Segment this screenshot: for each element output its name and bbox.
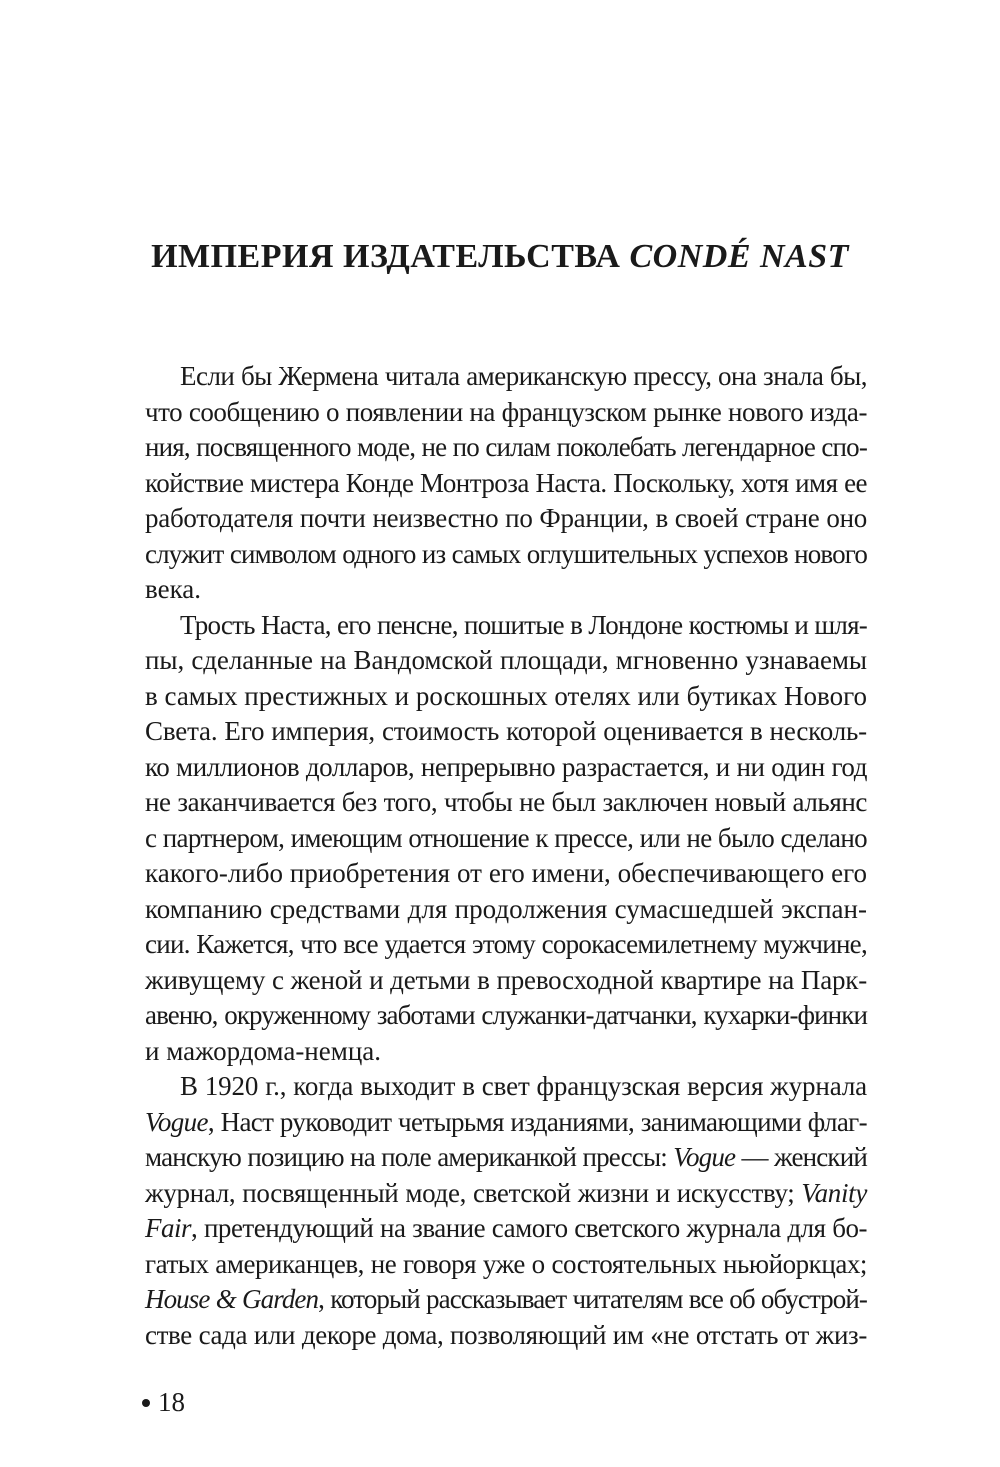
text-line: сии. Кажется, что все удается этому сорокасемилетнему мужчине, <box>145 929 867 959</box>
italic-title: Vogue <box>673 1142 736 1172</box>
italic-title: House & Garden <box>145 1284 319 1314</box>
text-fragment: , претендующий на звание самого светского журнала для бо- <box>191 1213 867 1243</box>
text-fragment: манскую позицию на поле американкой прессы: <box>145 1142 674 1172</box>
text-line <box>145 1140 867 1176</box>
text-line <box>145 1105 867 1141</box>
text-line: что сообщению о появлении на французском рынке нового изда- <box>145 396 867 427</box>
text-line: гатых американцев, не говоря уже о состоятельных ньюйоркцах; <box>145 1248 867 1279</box>
text-line: служит символом одного из самых оглушительных успехов нового <box>145 538 867 569</box>
text-line: в самых престижных и роскошных отелях или бутиках Нового <box>145 680 867 711</box>
text-line: Если бы Жермена читала американскую прессу, она знала бы, <box>180 361 867 391</box>
italic-title: Fair <box>145 1213 192 1243</box>
text-line: стве сада или декоре дома, позволяющий им «не отстать от жиз- <box>145 1319 867 1350</box>
text-line: работодателя почти неизвестно по Франции, в своей стране оно <box>145 503 867 533</box>
text-fragment: — женский <box>735 1142 867 1172</box>
page-number: 18 <box>158 1387 185 1417</box>
chapter-title <box>0 238 1000 276</box>
text-line: не заканчивается без того, чтобы не был заключен новый альянс <box>145 787 867 817</box>
text-line <box>145 1211 867 1247</box>
text-line: и мажордома-немца. <box>145 1035 382 1066</box>
text-line: В 1920 г., когда выходит в свет французская версия журнала <box>180 1071 867 1101</box>
text-line: живущему с женой и детьми в превосходной квартире на Парк- <box>145 964 867 995</box>
text-line: пы, сделанные на Вандомской площади, мгновенно узнаваемы <box>145 645 867 675</box>
text-fragment: , Наст руководит четырьмя изданиями, занимающими флаг- <box>207 1106 867 1137</box>
italic-title: Vogue <box>145 1106 208 1137</box>
chapter-title-prefix: ИМПЕРИЯ ИЗДАТЕЛЬСТВА <box>151 238 630 275</box>
text-line: Света. Его империя, стоимость которой оценивается в несколь- <box>145 716 867 746</box>
text-line: ния, посвященного моде, не по силам поколебать легендарное спо- <box>145 432 867 462</box>
italic-title: Vanity <box>801 1177 867 1208</box>
text-line: с партнером, имеющим отношение к прессе, или не было сделано <box>145 822 867 853</box>
text-fragment: , который рассказывает читателям все об обустрой- <box>318 1284 867 1314</box>
chapter-title-italic: CONDÉ NAST <box>629 238 849 275</box>
text-line <box>145 1282 867 1318</box>
text-line: века. <box>145 574 202 604</box>
text-line: компанию средствами для продолжения сумасшедшей экспан- <box>145 893 867 924</box>
text-line: авеню, окруженному заботами служанки-датчанки, кухарки-финки <box>145 1000 867 1030</box>
text-line: Трость Наста, его пенсне, пошитые в Лондоне костюмы и шля- <box>180 609 867 640</box>
text-fragment: журнал, посвященный моде, светской жизни и искусству; <box>145 1177 802 1208</box>
page-footer <box>142 1387 185 1418</box>
text-line: какого-либо приобретения от его имени, обеспечивающего его <box>145 858 867 888</box>
text-line: ко миллионов долларов, непрерывно разрастается, и ни один год <box>145 751 867 782</box>
text-line: койствие мистера Конде Монтроза Наста. Поскольку, хотя имя ее <box>145 467 867 498</box>
bullet-icon <box>142 1399 150 1407</box>
text-line <box>145 1176 867 1212</box>
body-text <box>145 359 867 1353</box>
